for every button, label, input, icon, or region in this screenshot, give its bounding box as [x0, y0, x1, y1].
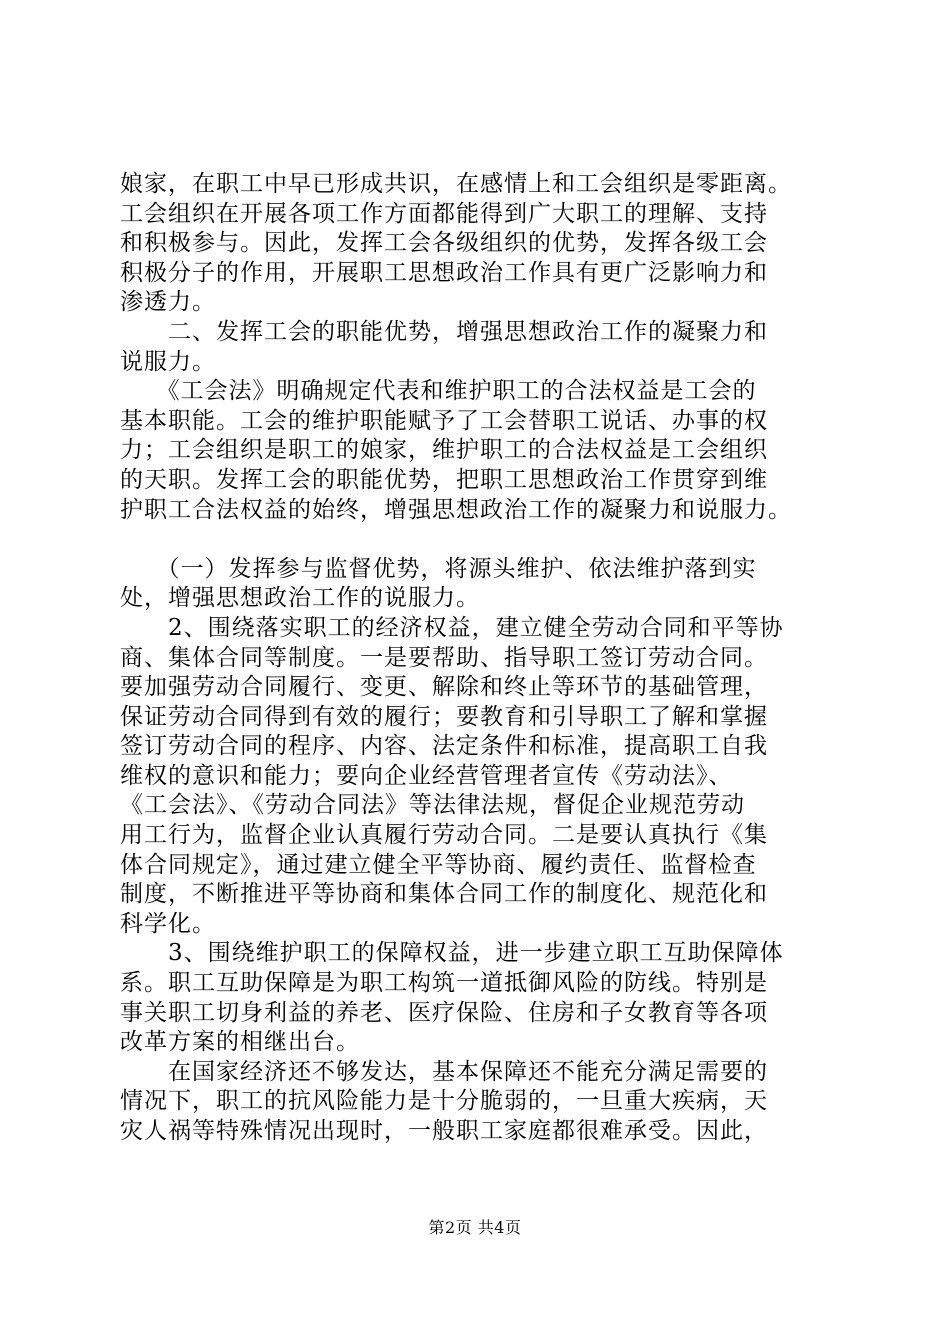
text-line: 3、围绕维护职工的保障权益，进一步建立职工互助保障体	[120, 940, 784, 967]
page-number: 第2页 共4页	[428, 1218, 522, 1237]
text-line: 情况下，职工的抗风险能力是十分脆弱的，一旦重大疾病，天	[120, 1088, 768, 1115]
text-line: 的天职。发挥工会的职能优势，把职工思想政治工作贯穿到维	[120, 466, 768, 493]
text-line: 灾人祸等特殊情况出现时，一般职工家庭都很难承受。因此，	[120, 1118, 768, 1144]
text-line: 签订劳动合同的程序、内容、法定条件和标准，提高职工自我	[120, 733, 768, 760]
paragraph-gap	[120, 525, 840, 555]
text-line: 商、集体合同等制度。一是要帮助、指导职工签订劳动合同。	[120, 644, 768, 671]
text-line: 制度，不断推进平等协商和集体合同工作的制度化、规范化和	[120, 881, 768, 908]
subsection-heading-line: 处，增强思想政治工作的说服力。	[120, 585, 480, 612]
text-line: 工会组织在开展各项工作方面都能得到广大职工的理解、支持	[120, 200, 768, 227]
text-line: 力；工会组织是职工的娘家，维护职工的合法权益是工会组织	[120, 437, 768, 464]
text-line: 在国家经济还不够发达，基本保障还不能充分满足需要的	[120, 1058, 768, 1085]
text-line: 事关职工切身利益的养老、医疗保险、住房和子女教育等各项	[120, 999, 768, 1026]
text-line: 娘家，在职工中早已形成共识，在感情上和工会组织是零距离。	[120, 171, 792, 197]
text-line: 系。职工互助保障是为职工构筑一道抵御风险的防线。特别是	[120, 970, 768, 997]
text-line: 积极分子的作用，开展职工思想政治工作具有更广泛影响力和	[120, 259, 768, 286]
text-line: 渗透力。	[120, 289, 216, 316]
text-line: 保证劳动合同得到有效的履行；要教育和引导职工了解和掌握	[120, 703, 768, 730]
text-line: 基本职能。工会的维护职能赋予了工会替职工说话、办事的权	[120, 407, 768, 434]
text-line: 改革方案的相继出台。	[120, 1029, 360, 1056]
text-line: 和积极参与。因此，发挥工会各级组织的优势，发挥各级工会	[120, 230, 768, 257]
text-line: 科学化。	[120, 910, 216, 937]
text-line: 用工行为，监督企业认真履行劳动合同。二是要认真执行《集	[120, 822, 768, 849]
body-text	[120, 170, 840, 1147]
subsection-heading-line: （一）发挥参与监督优势，将源头维护、依法维护落到实	[120, 555, 757, 582]
section-heading-line: 说服力。	[120, 348, 216, 375]
text-line: 《工会法》明确规定代表和维护职工的合法权益是工会的	[120, 378, 757, 405]
section-heading-line: 二、发挥工会的职能优势，增强思想政治工作的凝聚力和	[120, 318, 768, 345]
text-line: 要加强劳动合同履行、变更、解除和终止等环节的基础管理，	[120, 674, 768, 701]
text-line: 体合同规定》，通过建立健全平等协商、履约责任、监督检查	[120, 851, 757, 878]
text-line: 《工会法》、《劳动合同法》等法律法规，督促企业规范劳动	[120, 792, 745, 819]
text-line: 护职工合法权益的始终，增强思想政治工作的凝聚力和说服力。	[120, 496, 792, 523]
text-line: 2、围绕落实职工的经济权益，建立健全劳动合同和平等协	[120, 614, 784, 641]
text-line: 维权的意识和能力；要向企业经营管理者宣传《劳动法》、	[120, 762, 733, 789]
